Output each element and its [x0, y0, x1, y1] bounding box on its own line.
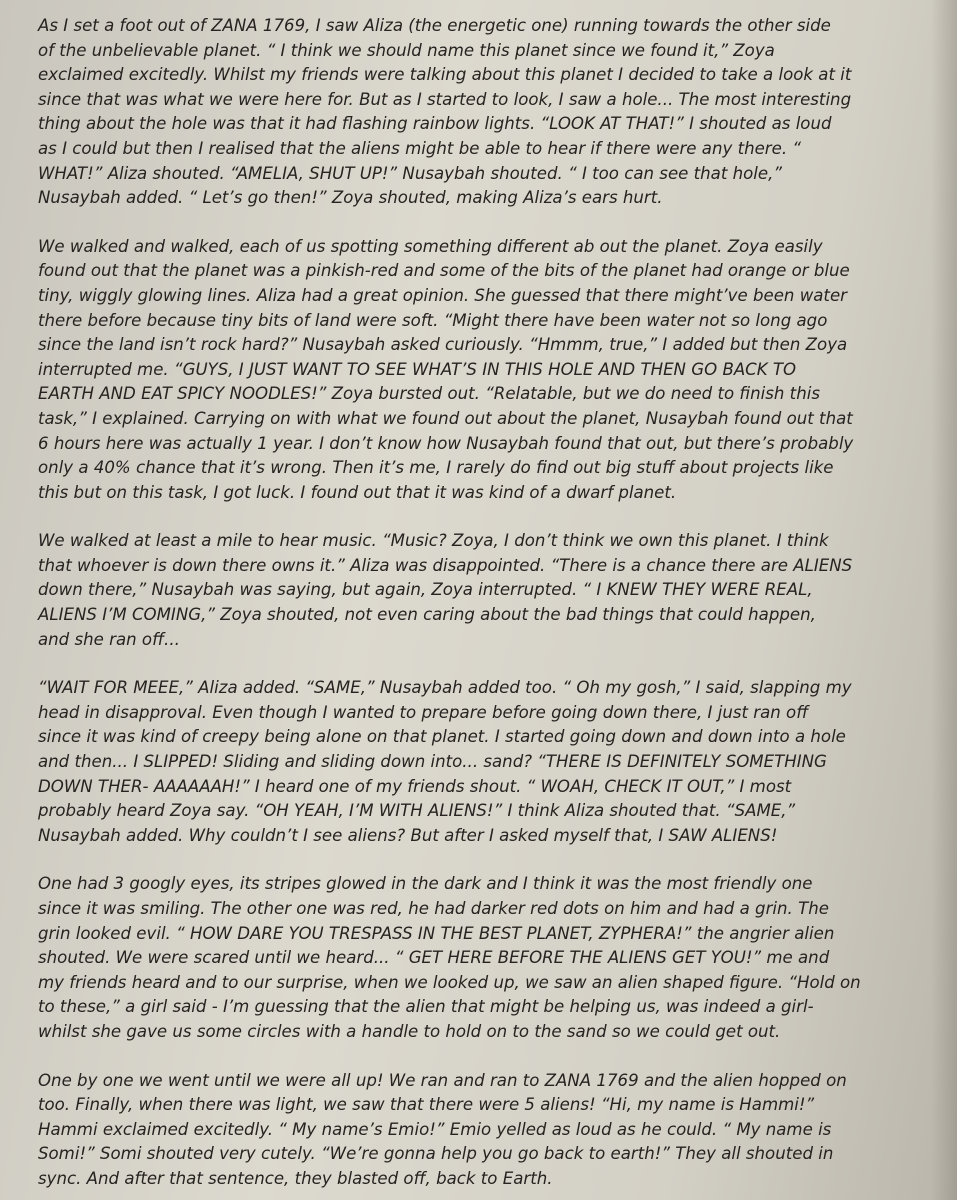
text-line: DOWN THER- AAAAAAH!” I heard one of my friends shout. “ WOAH, CHECK IT OUT,” I most — [38, 776, 792, 796]
text-line: of the unbelievable planet. “ I think we should name this planet since we found it,” Zoya — [38, 40, 775, 60]
paragraph-2 — [38, 235, 897, 506]
text-line: too. Finally, when there was light, we saw that there were 5 aliens! “Hi, my name is Hammi!” — [38, 1095, 815, 1115]
text-line: One by one we went until we were all up! We ran and ran to ZANA 1769 and the alien hopped on — [38, 1070, 847, 1090]
text-line: since it was kind of creepy being alone on that planet. I started going down and down into a hole — [38, 727, 846, 747]
text-line: WHAT!” Aliza shouted. “AMELIA, SHUT UP!” Nusaybah shouted. “ I too can see that hole,” — [38, 163, 782, 183]
text-line: task,” I explained. Carrying on with what we found out about the planet, Nusaybah found out that — [38, 408, 853, 428]
text-line: since it was smiling. The other one was red, he had darker red dots on him and had a grin. The — [38, 899, 829, 918]
text-line: Nusaybah added. “ Let’s go then!” Zoya shouted, making Aliza’s ears hurt. — [38, 188, 663, 208]
paragraph-3 — [38, 529, 897, 652]
text-line: Somi!” Somi shouted very cutely. “We’re gonna help you go back to earth!” They all shouted in — [38, 1144, 834, 1164]
text-line: ALIENS I’M COMING,” Zoya shouted, not even caring about the bad things that could happen, — [38, 605, 816, 625]
text-line: as I could but then I realised that the aliens might be able to hear if there were any there. “ — [38, 138, 801, 158]
text-line: my friends heard and to our surprise, when we looked up, we saw an alien shaped figure. “Hold on — [38, 972, 861, 992]
text-line: only a 40% chance that it’s wrong. Then it’s me, I rarely do find out big stuff about projects like — [38, 458, 834, 478]
text-line: that whoever is down there owns it.” Aliza was disappointed. “There is a chance there are ALIENS — [38, 555, 853, 575]
text-line: thing about the hole was that it had flashing rainbow lights. “LOOK AT THAT!” I shouted as loud — [38, 114, 832, 134]
paragraph-5 — [38, 872, 897, 1044]
paragraph-1 — [38, 14, 897, 211]
text-line: Hammi exclaimed excitedly. “ My name’s Emio!” Emio yelled as loud as he could. “ My name is — [38, 1119, 832, 1139]
text-line: and then... I SLIPPED! Sliding and sliding down into... sand? “THERE IS DEFINITELY SOMETHING — [38, 752, 827, 772]
text-line: EARTH AND EAT SPICY NOODLES!” Zoya bursted out. “Relatable, but we do need to finish this — [38, 384, 820, 404]
text-line: We walked and walked, each of us spotting something different ab out the planet. Zoya easily — [38, 236, 823, 256]
text-line: and she ran off... — [38, 629, 180, 649]
text-line: sync. And after that sentence, they blasted off, back to Earth. — [38, 1168, 553, 1188]
text-line: since that was what we were here for. But as I started to look, I saw a hole... The most interesting — [38, 89, 852, 109]
text-line: down there,” Nusaybah was saying, but again, Zoya interrupted. “ I KNEW THEY WERE REAL, — [38, 580, 813, 600]
text-line: Nusaybah added. Why couldn’t I see aliens? But after I asked myself that, I SAW ALIENS! — [38, 825, 778, 845]
text-line: probably heard Zoya say. “OH YEAH, I’M WITH ALIENS!” I think Aliza shouted that. “SAME,” — [38, 801, 796, 821]
text-line: tiny, wiggly glowing lines. Aliza had a great opinion. She guessed that there might’ve been water — [38, 285, 847, 305]
text-line: interrupted me. “GUYS, I JUST WANT TO SEE WHAT’S IN THIS HOLE AND THEN GO BACK TO — [38, 359, 797, 379]
text-line: since the land isn’t rock hard?” Nusaybah asked curiously. “Hmmm, true,” I added but then Zoya — [38, 335, 848, 355]
text-line: found out that the planet was a pinkish-red and some of the bits of the planet had orange or blue — [38, 261, 850, 281]
text-line: As I set a foot out of ZANA 1769, I saw Aliza (the energetic one) running towards the other side — [38, 16, 831, 35]
text-line: whilst she gave us some circles with a handle to hold on to the sand so we could get out. — [38, 1021, 781, 1041]
text-line: this but on this task, I got luck. I found out that it was kind of a dwarf planet. — [38, 482, 677, 502]
text-line: head in disapproval. Even though I wanted to prepare before going down there, I just ran off — [38, 702, 809, 722]
text-line: grin looked evil. “ HOW DARE YOU TRESPASS IN THE BEST PLANET, ZYPHERA!” the angrier alien — [38, 923, 835, 943]
text-line: shouted. We were scared until we heard... “ GET HERE BEFORE THE ALIENS GET YOU!” me and — [38, 948, 830, 968]
text-line: there before because tiny bits of land were soft. “Might there have been water not so long ago — [38, 310, 828, 330]
text-line: 6 hours here was actually 1 year. I don’t know how Nusaybah found that out, but there’s probably — [38, 433, 854, 453]
text-line: “WAIT FOR MEEE,” Aliza added. “SAME,” Nusaybah added too. “ Oh my gosh,” I said, slapping my — [38, 678, 852, 698]
text-line: One had 3 googly eyes, its stripes glowed in the dark and I think it was the most friendly one — [38, 874, 813, 894]
text-line: to these,” a girl said - I’m guessing that the alien that might be helping us, was indeed a girl- — [38, 997, 814, 1017]
text-line: exclaimed excitedly. Whilst my friends were talking about this planet I decided to take a look at it — [38, 65, 852, 85]
paragraph-6 — [38, 1069, 897, 1192]
paragraph-4 — [38, 676, 897, 848]
text-line: We walked at least a mile to hear music. “Music? Zoya, I don’t think we own this planet. I think — [38, 531, 829, 551]
